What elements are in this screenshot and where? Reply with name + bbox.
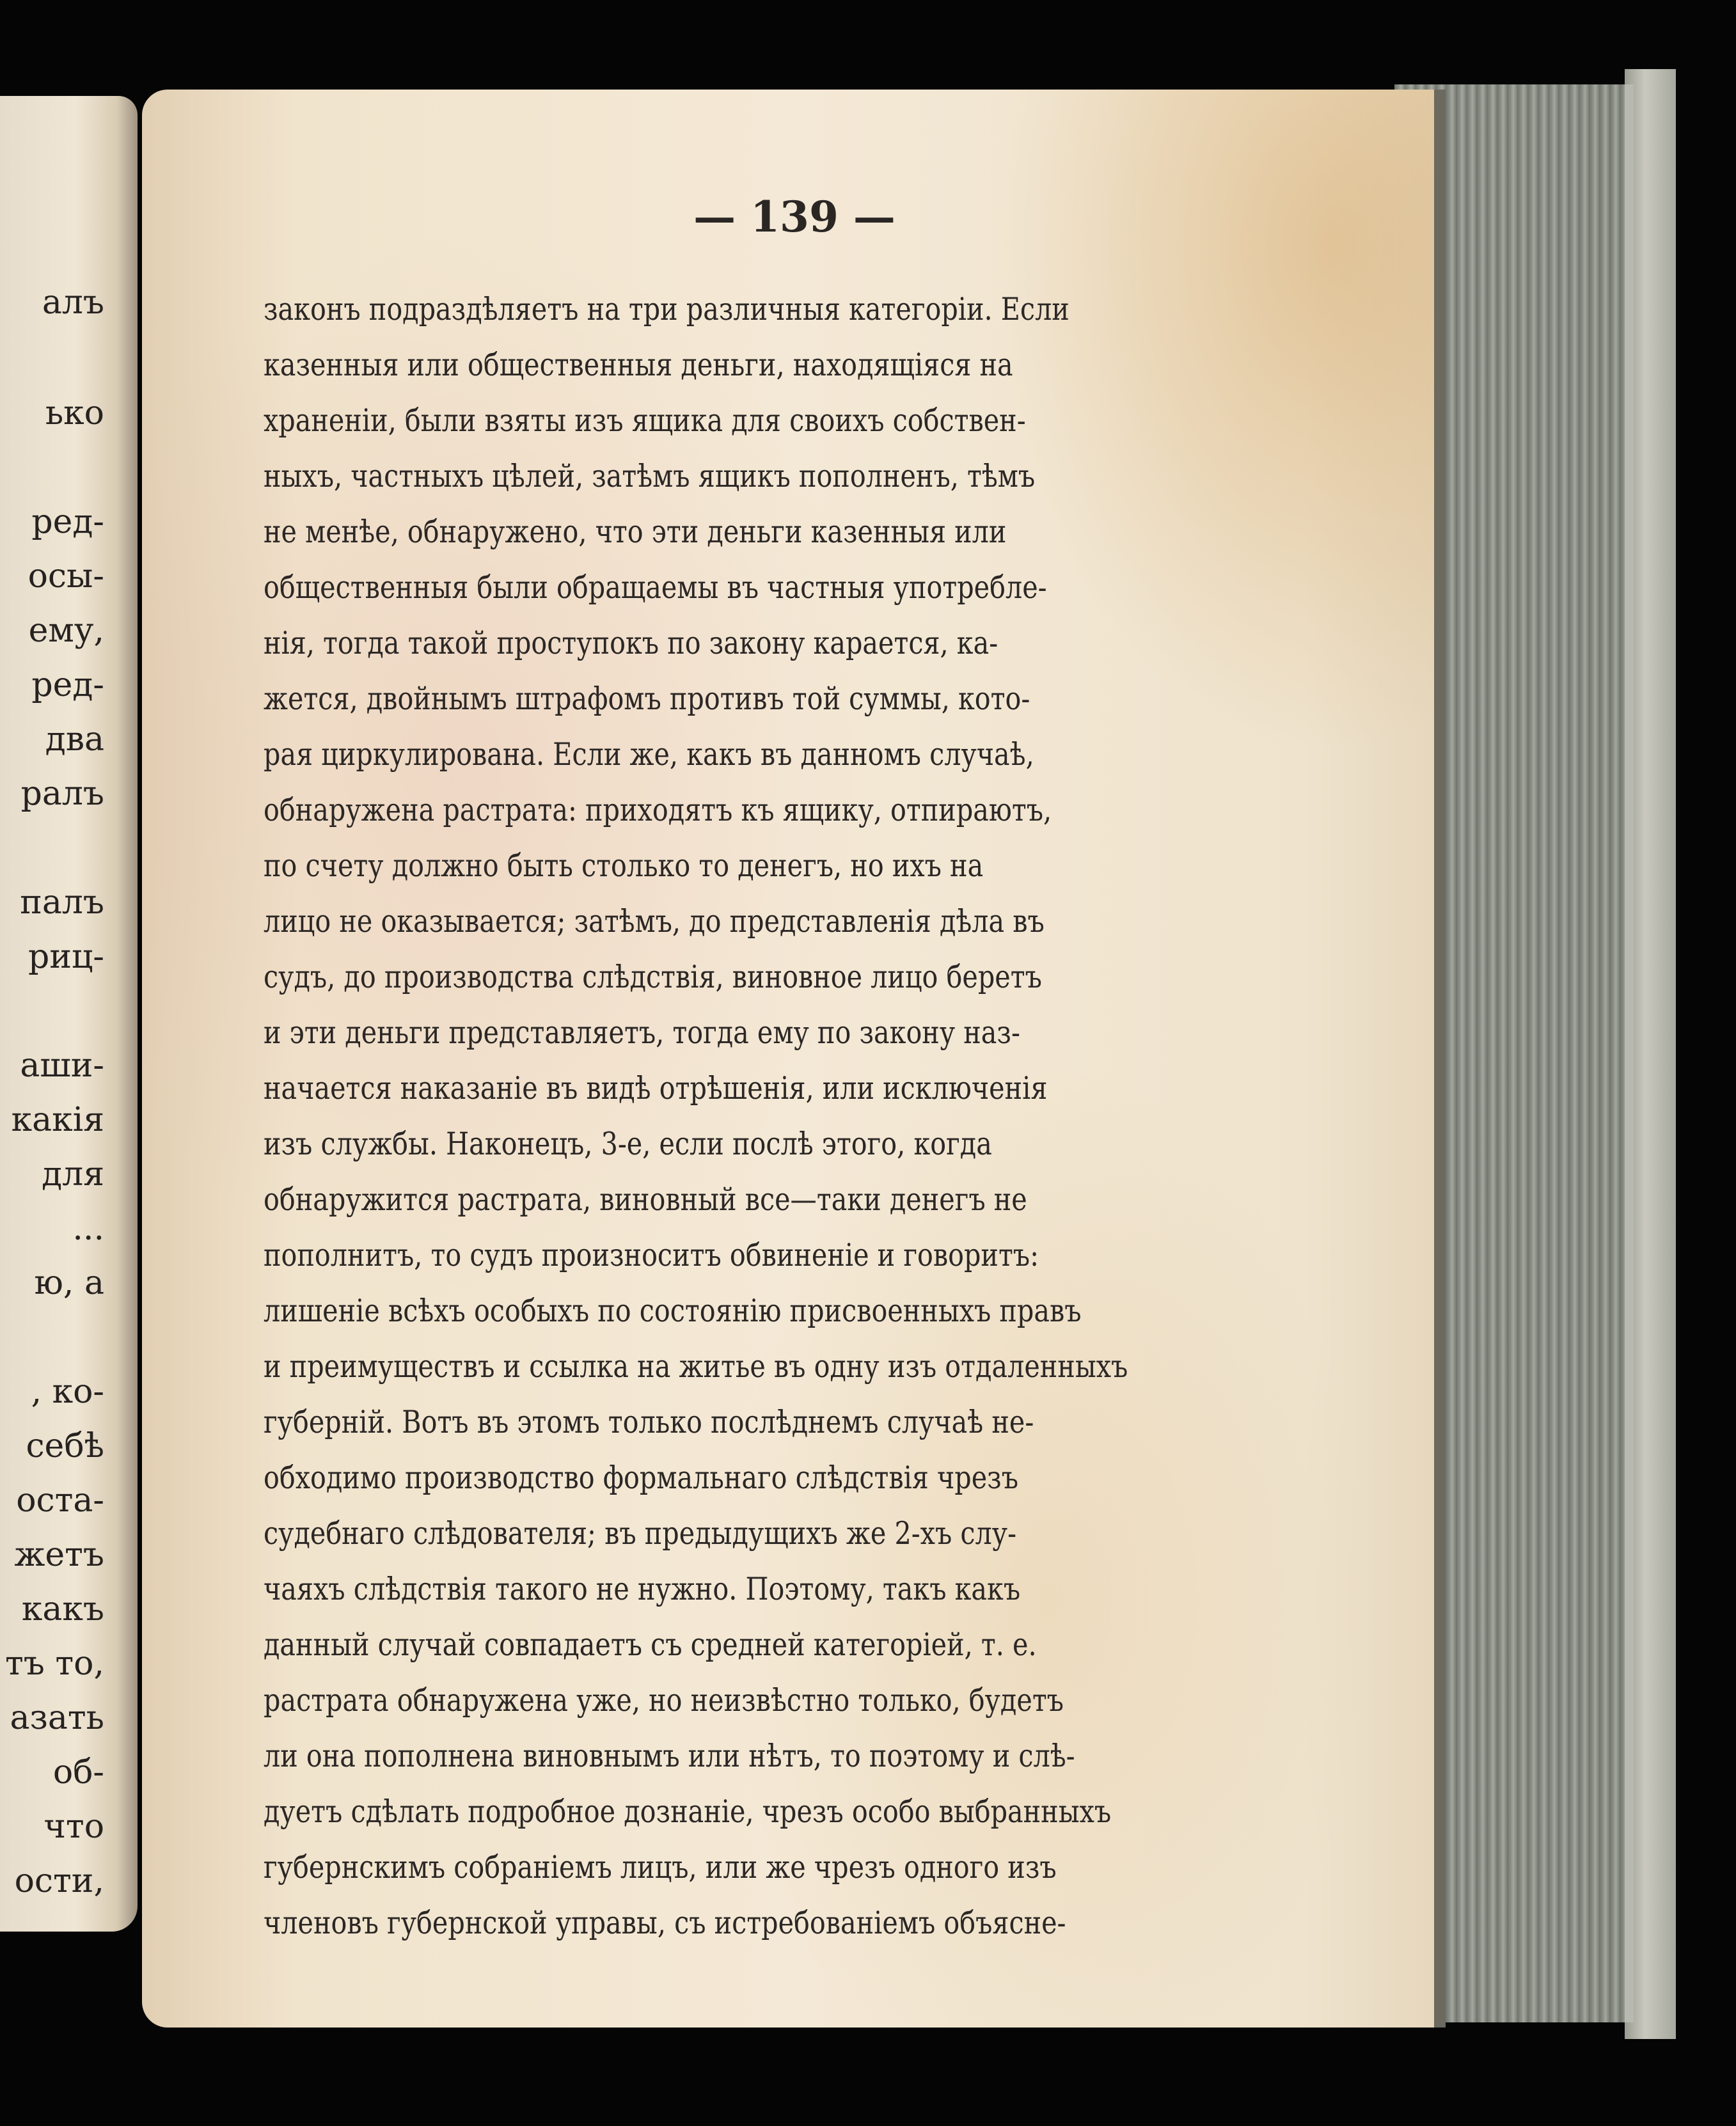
left-fragment: ... [72, 1209, 104, 1248]
left-fragment: , ко- [31, 1373, 104, 1411]
left-fragment: осы- [28, 557, 104, 595]
text-line: членовъ губернской управы, съ истребованіемъ объясне- [264, 1905, 1066, 1941]
left-fragment: себѣ [26, 1427, 104, 1465]
text-line: нія, тогда такой проступокъ по закону карается, ка- [264, 625, 998, 661]
text-line: и эти деньги представляетъ, тогда ему по закону наз- [264, 1014, 1020, 1051]
left-fragment: два [45, 720, 104, 759]
left-fragment: алъ [42, 283, 104, 322]
left-fragment: ред- [31, 503, 104, 541]
page-number: — 139 — [693, 192, 896, 242]
left-fragment: азать [10, 1699, 104, 1737]
left-fragment: какъ [21, 1590, 104, 1628]
left-fragment: какія [11, 1101, 104, 1139]
text-line: судебнаго слѣдователя; въ предыдущихъ же 2-хъ слу- [264, 1515, 1017, 1552]
text-line: жется, двойнымъ штрафомъ противъ той суммы, кото- [264, 681, 1030, 717]
left-fragment: для [42, 1155, 104, 1193]
left-fragment: аши- [20, 1046, 104, 1085]
text-line: и преимуществъ и ссылка на житье въ одну изъ отдаленныхъ [264, 1348, 1128, 1385]
text-line: казенныя или общественныя деньги, находящіяся на [264, 347, 1013, 383]
text-line: ныхъ, частныхъ цѣлей, затѣмъ ящикъ пополненъ, тѣмъ [264, 458, 1036, 494]
text-line: данный случай совпадаетъ съ средней категоріей, т. е. [264, 1626, 1037, 1663]
text-line: чаяхъ слѣдствія такого не нужно. Поэтому, такъ какъ [264, 1571, 1021, 1607]
text-line: начается наказаніе въ видѣ отрѣшенія, или исключенія [264, 1070, 1048, 1106]
left-fragment: об- [52, 1753, 104, 1791]
text-line: не менѣе, обнаружено, что эти деньги казенныя или [264, 514, 1007, 550]
text-line: изъ службы. Наконецъ, 3-е, если послѣ этого, когда [264, 1126, 992, 1162]
left-fragment: что [43, 1807, 104, 1846]
text-line: обходимо производство формальнаго слѣдствія чрезъ [264, 1460, 1019, 1496]
main-page [142, 90, 1434, 2028]
text-line: дуетъ сдѣлать подробное дознаніе, чрезъ особо выбранныхъ [264, 1793, 1112, 1830]
previous-page [0, 96, 138, 1932]
left-fragment: оста- [16, 1481, 104, 1520]
text-line: законъ подраздѣляетъ на три различныя категоріи. Если [264, 291, 1069, 327]
text-line: общественныя были обращаемы въ частныя употребле- [264, 569, 1047, 606]
text-line: губерній. Вотъ въ этомъ только послѣднемъ случаѣ не- [264, 1404, 1034, 1440]
text-line: рая циркулирована. Если же, какъ въ данномъ случаѣ, [264, 736, 1034, 773]
text-line: лишеніе всѣхъ особыхъ по состоянію присвоенныхъ правъ [264, 1293, 1082, 1329]
left-fragment: жетъ [14, 1536, 104, 1574]
left-fragment: ред- [31, 666, 104, 704]
text-line: храненіи, были взяты изъ ящика для своихъ собствен- [264, 402, 1026, 439]
left-fragment: палъ [20, 883, 104, 922]
text-line: обнаружится растрата, виновный все—таки денегъ не [264, 1181, 1027, 1218]
page-body [264, 281, 1434, 1951]
left-fragment: тъ то, [5, 1644, 104, 1683]
text-line: обнаружена растрата: приходятъ къ ящику, отпираютъ, [264, 792, 1052, 828]
left-fragment: ему, [28, 611, 104, 650]
left-fragment: ости, [14, 1862, 104, 1900]
text-line: лицо не оказывается; затѣмъ, до представленія дѣла въ [264, 903, 1045, 940]
left-fragment: ько [45, 394, 104, 432]
text-line: судъ, до производства слѣдствія, виновное лицо беретъ [264, 959, 1042, 995]
text-line: растрата обнаружена уже, но неизвѣстно только, будетъ [264, 1682, 1064, 1719]
left-fragment: ралъ [20, 775, 104, 813]
text-line: пополнитъ, то судъ произноситъ обвиненіе и говоритъ: [264, 1237, 1039, 1273]
left-fragment: ю, а [34, 1264, 104, 1302]
text-line: ли она пополнена виновнымъ или нѣтъ, то поэтому и слѣ- [264, 1738, 1075, 1774]
text-line: губернскимъ собраніемъ лицъ, или же чрезъ одного изъ [264, 1849, 1057, 1886]
left-fragment: риц- [28, 938, 104, 976]
text-line: по счету должно быть столько то денегъ, но ихъ на [264, 847, 984, 884]
